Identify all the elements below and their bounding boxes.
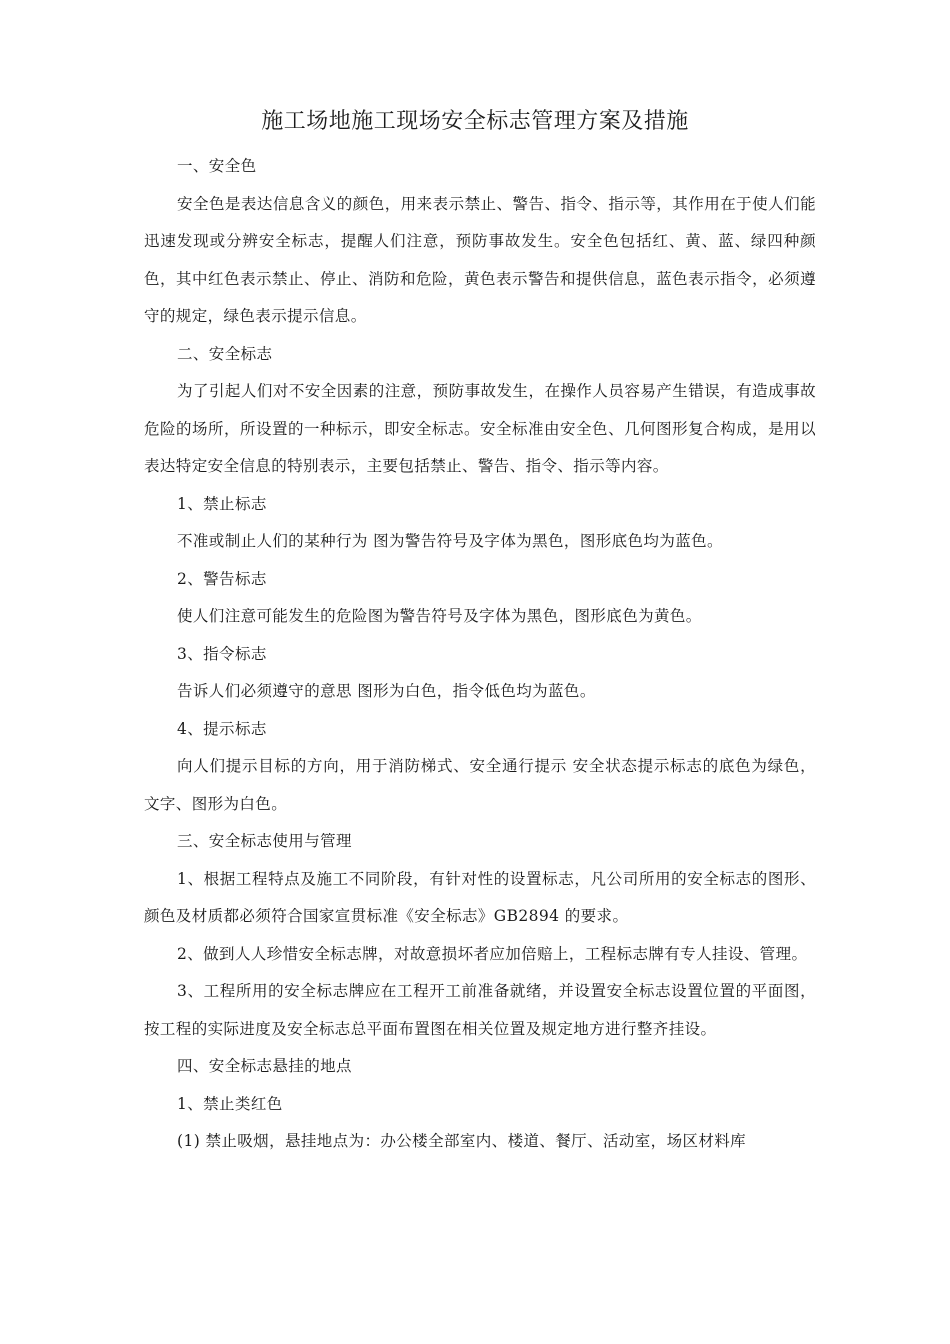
subheading-information-sign: 4、提示标志 (177, 719, 267, 738)
section-heading-safety-color: 一、安全色 (177, 157, 257, 175)
paragraph-safety-color: 安全色是表达信息含义的颜色，用来表示禁止、警告、指令、指示等，其作用在于使人们能迅速发现或分辨安全标志，提醒人们注意，预防事故发生。安全色包括红、黄、蓝、绿四种颜色，其中红色表示禁止、停止、消防和危险，黄色表示警告和提供信息，蓝色表示指令，必须遵守的规定，绿色表示提示信息。 (144, 194, 816, 325)
section-heading-sign-management: 三、安全标志使用与管理 (177, 832, 352, 850)
paragraph-management-1: 1、根据工程特点及施工不同阶段，有针对性的设置标志，凡公司所用的安全标志的图形、颜色及材质都必须符合国家宣贯标准《安全标志》GB2894 的要求。 (144, 869, 816, 925)
paragraph-information-sign: 向人们提示目标的方向，用于消防梯式、安全通行提示 安全状态提示标志的底色为绿色，文字、图形为白色。 (144, 757, 816, 813)
subheading-prohibition-red: 1、禁止类红色 (177, 1094, 283, 1113)
paragraph-no-smoking-locations: (1) 禁止吸烟，悬挂地点为：办公楼全部室内、楼道、餐厅、活动室，场区材料库 (177, 1132, 747, 1150)
section-heading-safety-sign: 二、安全标志 (177, 344, 273, 363)
paragraph-management-3: 3、工程所用的安全标志牌应在工程开工前准备就绪，并设置安全标志设置位置的平面图，按工程的实际进度及安全标志总平面布置图在相关位置及规定地方进行整齐挂设。 (144, 982, 816, 1038)
document-title: 施工场地施工现场安全标志管理方案及措施 (261, 109, 689, 134)
paragraph-warning-sign: 使人们注意可能发生的危险图为警告符号及字体为黑色，图形底色为黄色。 (177, 607, 702, 625)
document-body (144, 148, 816, 1161)
paragraph-management-2: 2、做到人人珍惜安全标志牌，对故意损坏者应加倍赔上，工程标志牌有专人挂设、管理。 (177, 944, 808, 963)
paragraph-prohibition-sign: 不准或制止人们的某种行为 图为警告符号及字体为黑色，图形底色均为蓝色。 (177, 532, 723, 550)
subheading-prohibition-sign: 1、禁止标志 (177, 494, 267, 513)
paragraph-mandatory-sign: 告诉人们必须遵守的意思 图形为白色，指令低色均为蓝色。 (177, 682, 596, 700)
subheading-mandatory-sign: 3、指令标志 (177, 644, 267, 663)
section-heading-sign-locations: 四、安全标志悬挂的地点 (177, 1057, 352, 1075)
subheading-warning-sign: 2、警告标志 (177, 569, 267, 588)
paragraph-safety-sign: 为了引起人们对不安全因素的注意，预防事故发生，在操作人员容易产生错误，有造成事故危险的场所，所设置的一种标示，即安全标志。安全标准由安全色、几何图形复合构成，是用以表达特定安全信息的特别表示，主要包括禁止、警告、指令、指示等内容。 (144, 382, 816, 475)
